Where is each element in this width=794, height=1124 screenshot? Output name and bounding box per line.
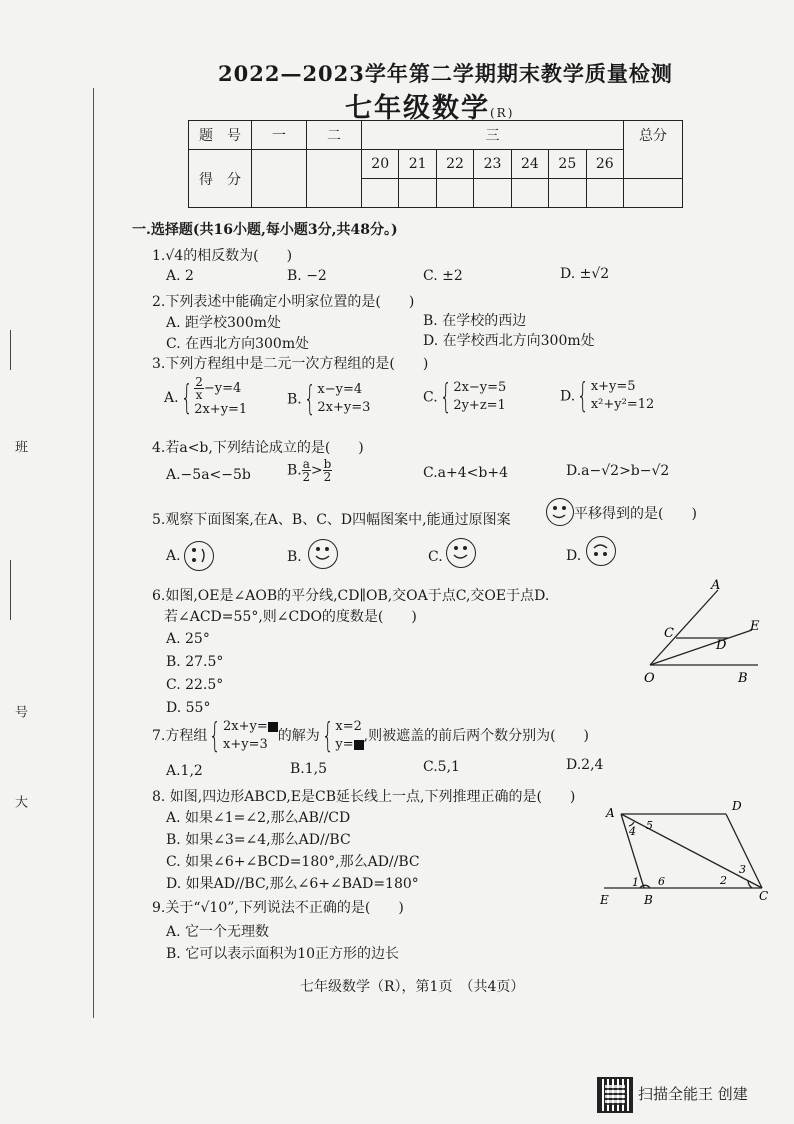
- q8-option-d[interactable]: D. 如果AD//BC,那么∠6+∠BAD=180°: [166, 876, 419, 892]
- q4-option-d[interactable]: D.a−√2>b−√2: [566, 463, 670, 479]
- q2-option-b[interactable]: B. 在学校的西边: [423, 313, 527, 329]
- fig-label: B: [738, 671, 748, 686]
- col-section-3: 三: [362, 121, 624, 150]
- question-6-line2: 若∠ACD=55°,则∠CDO的度数是( ): [164, 609, 417, 625]
- question-1-stem: 1.√4的相反数为( ): [152, 248, 293, 264]
- hidden-value-block: [354, 740, 364, 750]
- scanner-watermark: 扫描全能王 创建: [638, 1085, 748, 1103]
- q5-option-d[interactable]: D.: [566, 548, 582, 564]
- fig-label: A: [711, 578, 721, 593]
- fig-label: C: [664, 626, 674, 641]
- sub-col: 26: [586, 150, 623, 179]
- side-label: 号: [12, 705, 27, 718]
- q7-option-d[interactable]: D.2,4: [566, 757, 604, 773]
- q5-option-a[interactable]: A.: [166, 548, 181, 564]
- q1-option-d[interactable]: D. ±√2: [560, 266, 610, 282]
- exam-subject: 七年级数学(R): [345, 93, 515, 124]
- fig-label: D: [716, 638, 727, 653]
- page-footer: 七年级数学（R），第1页 （共4页）: [300, 979, 525, 995]
- q6-option-a[interactable]: A. 25°: [166, 631, 210, 647]
- q2-option-d[interactable]: D. 在学校西北方向300m处: [423, 333, 595, 349]
- question-5-stem: 5.观察下面图案,在A、B、C、D四幅图案中,能通过原图案: [152, 512, 511, 528]
- q1-option-c[interactable]: C. ±2: [423, 268, 463, 284]
- fig-label: A: [606, 806, 615, 820]
- section-heading: 一.选择题(共16小题,每小题3分,共48分。): [132, 222, 398, 238]
- col-section-1: 一: [252, 121, 307, 150]
- q7-option-a[interactable]: A.1,2: [166, 763, 203, 779]
- col-total: 总分: [624, 121, 683, 179]
- q4-option-c[interactable]: C.a+4<b+4: [423, 465, 508, 481]
- q6-option-c[interactable]: C. 22.5°: [166, 677, 224, 693]
- fig-label: O: [644, 671, 655, 686]
- fig-label: D: [732, 799, 742, 813]
- q2-option-c[interactable]: C. 在西北方向300m处: [166, 336, 310, 352]
- q9-option-b[interactable]: B. 它可以表示面积为10正方形的边长: [166, 946, 400, 962]
- q1-option-a[interactable]: A. 2: [166, 268, 194, 284]
- fig-label: C: [759, 889, 769, 903]
- question-6-line1: 6.如图,OE是∠AOB的平分线,CD∥OB,交OA于点C,交OE于点D.: [152, 588, 550, 604]
- question-2-stem: 2.下列表述中能确定小明家位置的是( ): [152, 294, 415, 310]
- fig-label: E: [750, 619, 760, 634]
- q6-option-b[interactable]: B. 27.5°: [166, 654, 224, 670]
- question-5-stem-end: 平移得到的是( ): [574, 506, 697, 522]
- q3-option-d[interactable]: D.{ x+y=5 x²+y²=12: [560, 376, 655, 416]
- q2-option-a[interactable]: A. 距学校300m处: [166, 315, 282, 331]
- qr-code-icon: [597, 1077, 633, 1113]
- q6-figure: [640, 575, 770, 687]
- question-3-stem: 3.下列方程组中是二元一次方程组的是( ): [152, 356, 429, 372]
- fig-label: E: [600, 893, 609, 907]
- q8-option-c[interactable]: C. 如果∠6+∠BCD=180°,那么AD//BC: [166, 854, 420, 870]
- sub-col: 24: [511, 150, 548, 179]
- q6-option-d[interactable]: D. 55°: [166, 700, 211, 716]
- question-4-stem: 4.若a<b,下列结论成立的是( ): [152, 440, 364, 456]
- q5-option-c[interactable]: C.: [428, 549, 443, 565]
- sub-col: 23: [474, 150, 511, 179]
- q4-option-a[interactable]: A.−5a<−5b: [166, 467, 251, 483]
- fig-label: 4: [629, 825, 636, 838]
- sub-col: 25: [549, 150, 586, 179]
- q8-option-b[interactable]: B. 如果∠3=∠4,那么AD//BC: [166, 832, 351, 848]
- sub-col: 22: [436, 150, 473, 179]
- q3-option-a[interactable]: A.{ $\frac{2}{x}$ −y=4 2x+y=1: [164, 375, 248, 418]
- fig-label: 2: [720, 874, 727, 887]
- q1-option-b[interactable]: B. −2: [287, 268, 327, 284]
- fig-label: 3: [739, 863, 746, 876]
- hidden-value-block: [268, 722, 278, 732]
- q5-option-b[interactable]: B.: [287, 549, 302, 565]
- q3-option-c[interactable]: C.{ 2x−y=5 2y+z=1: [423, 377, 507, 417]
- fig-label: 1: [632, 876, 639, 889]
- q8-option-a[interactable]: A. 如果∠1=∠2,那么AB//CD: [166, 810, 351, 826]
- side-label: 班: [12, 440, 27, 453]
- question-8-stem: 8. 如图,四边形ABCD,E是CB延长线上一点,下列推理正确的是( ): [152, 789, 576, 805]
- label-question-number: 题 号: [189, 121, 252, 150]
- q3-option-b[interactable]: B.{ x−y=4 2x+y=3: [287, 379, 371, 419]
- q7-option-c[interactable]: C.5,1: [423, 759, 460, 775]
- label-score: 得 分: [189, 150, 252, 208]
- question-7-stem: 7.方程组{ 2x+y= x+y=3 的解为{ x=2 y= ,则被遮盖的前后两个数分别为( ): [152, 716, 589, 756]
- exam-title: 2022—2023学年第二学期期末教学质量检测: [218, 61, 673, 86]
- q8-figure: [596, 792, 776, 908]
- q9-option-a[interactable]: A. 它一个无理数: [166, 924, 270, 940]
- fig-label: 6: [658, 875, 665, 888]
- q4-option-b[interactable]: B. $\frac{a}{2}$ > $\frac{b}{2}$: [287, 457, 332, 484]
- sub-col: 20: [362, 150, 399, 179]
- side-label: 大: [12, 795, 27, 808]
- question-9-stem: 9.关于“√10”,下列说法不正确的是( ): [152, 900, 404, 916]
- q7-option-b[interactable]: B.1,5: [290, 761, 328, 777]
- fig-label: B: [644, 893, 653, 907]
- sub-col: 21: [399, 150, 436, 179]
- fig-label: 5: [646, 819, 653, 832]
- col-section-2: 二: [307, 121, 362, 150]
